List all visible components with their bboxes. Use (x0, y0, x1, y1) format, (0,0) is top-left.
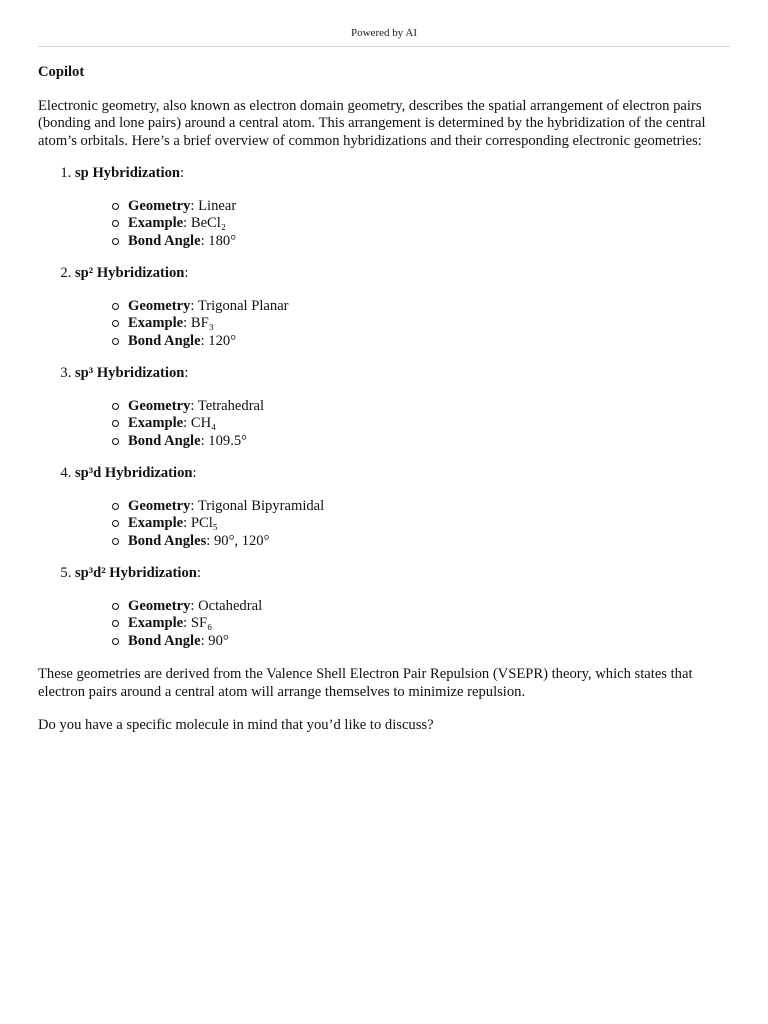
property-item: Bond Angle: 120° (112, 333, 730, 351)
hollow-bullet-icon (112, 603, 119, 610)
property-item: Example: SF₆ (112, 615, 730, 633)
property-item: Geometry: Tetrahedral (112, 398, 730, 416)
hollow-bullet-icon (112, 420, 119, 427)
hybridization-name: sp³ Hybridization (75, 365, 185, 381)
assistant-name: Copilot (38, 64, 85, 80)
hollow-bullet-icon (112, 203, 119, 210)
property-value: 90° (208, 632, 229, 649)
property-value: Trigonal Planar (197, 297, 289, 314)
property-key: Example (128, 415, 184, 431)
property-item: Example: BeCl₂ (112, 215, 730, 233)
property-item: Geometry: Trigonal Planar (112, 298, 730, 316)
property-value: Tetrahedral (197, 397, 265, 414)
property-item: Example: BF₃ (112, 315, 730, 333)
hollow-bullet-icon (112, 238, 119, 245)
hollow-bullet-icon (112, 220, 119, 227)
property-key: Geometry (128, 197, 191, 214)
property-item: Bond Angles: 90°, 120° (112, 533, 730, 551)
hollow-bullet-icon (112, 403, 119, 410)
hybridization-item: 2. sp² Hybridization: Geometry: Trigonal Planar Example: BF₃ Bond Angle: 120° (75, 265, 730, 350)
property-key: Bond Angle (128, 432, 201, 449)
intro-paragraph: Electronic geometry, also known as electron domain geometry, describes the spatial arrangement of electron pairs (bonding and lone pairs) around a central atom. This arrangement is determined by the hybridization of the central atom’s orbitals. Here’s a brief overview of common hybridizations and their corresponding electronic geometries: (38, 97, 706, 149)
property-key: Geometry (128, 297, 191, 314)
property-key: Bond Angle (128, 232, 201, 249)
closing-paragraph: These geometries are derived from the Valence Shell Electron Pair Repulsion (VSEPR) theory, which states that electron pairs around a central atom will arrange themselves to minimize repulsion. (38, 666, 693, 700)
hybridization-name: sp³d Hybridization (75, 465, 193, 481)
property-value: Linear (198, 197, 237, 214)
property-key: Geometry (128, 497, 191, 514)
property-value: 90°, 120° (213, 532, 270, 549)
hybridization-name: sp² Hybridization (75, 265, 185, 281)
property-value: SF₆ (190, 615, 213, 631)
property-value: 109.5° (208, 432, 247, 449)
hollow-bullet-icon (112, 620, 119, 627)
hollow-bullet-icon (112, 320, 119, 327)
property-value: Trigonal Bipyramidal (197, 497, 325, 514)
hybridization-name: sp³d² Hybridization (75, 565, 197, 581)
property-key: Example (128, 215, 184, 231)
hybridization-item: 4. sp³d Hybridization: Geometry: Trigonal Bipyramidal Example: PCl₅ Bond Angles: 90°, 120° (75, 465, 730, 550)
hybridization-name: sp Hybridization (75, 165, 181, 181)
hollow-bullet-icon (112, 638, 119, 645)
property-item: Example: CH₄ (112, 415, 730, 433)
hollow-bullet-icon (112, 520, 119, 527)
hybridization-item: 5. sp³d² Hybridization: Geometry: Octahedral Example: SF₆ Bond Angle: 90° (75, 565, 730, 650)
property-list (75, 398, 730, 451)
property-key: Geometry (128, 397, 191, 414)
property-key: Bond Angle (128, 632, 201, 649)
hollow-bullet-icon (112, 503, 119, 510)
property-key: Example (128, 315, 184, 331)
property-item: Bond Angle: 180° (112, 233, 730, 251)
property-list (75, 598, 730, 651)
hybridization-item: 1. sp Hybridization: Geometry: Linear Example: BeCl₂ Bond Angle: 180° (75, 165, 730, 250)
property-key: Example (128, 615, 184, 631)
hollow-bullet-icon (112, 438, 119, 445)
follow-up-question: Do you have a specific molecule in mind that you’d like to discuss? (38, 717, 434, 733)
hollow-bullet-icon (112, 338, 119, 345)
property-key: Example (128, 515, 184, 531)
property-value: 120° (208, 332, 237, 349)
hybridization-item: 3. sp³ Hybridization: Geometry: Tetrahedral Example: CH₄ Bond Angle: 109.5° (75, 365, 730, 450)
property-key: Bond Angle (128, 332, 201, 349)
property-item: Bond Angle: 90° (112, 633, 730, 651)
property-value: PCl₅ (190, 515, 218, 531)
powered-by-header: Powered by AI (38, 0, 730, 47)
property-item: Geometry: Octahedral (112, 598, 730, 616)
property-value: BF₃ (190, 315, 214, 331)
hollow-bullet-icon (112, 303, 119, 310)
hollow-bullet-icon (112, 538, 119, 545)
property-value: CH₄ (190, 415, 217, 431)
property-key: Geometry (128, 597, 191, 614)
property-item: Geometry: Linear (112, 198, 730, 216)
property-item: Example: PCl₅ (112, 515, 730, 533)
property-value: Octahedral (198, 597, 263, 614)
property-item: Bond Angle: 109.5° (112, 433, 730, 451)
hybridization-list (38, 165, 730, 650)
property-value: 180° (208, 232, 237, 249)
property-list (75, 498, 730, 551)
property-item: Geometry: Trigonal Bipyramidal (112, 498, 730, 516)
property-list (75, 198, 730, 251)
property-key: Bond Angles (128, 532, 207, 549)
property-list (75, 298, 730, 351)
property-value: BeCl₂ (190, 215, 226, 231)
